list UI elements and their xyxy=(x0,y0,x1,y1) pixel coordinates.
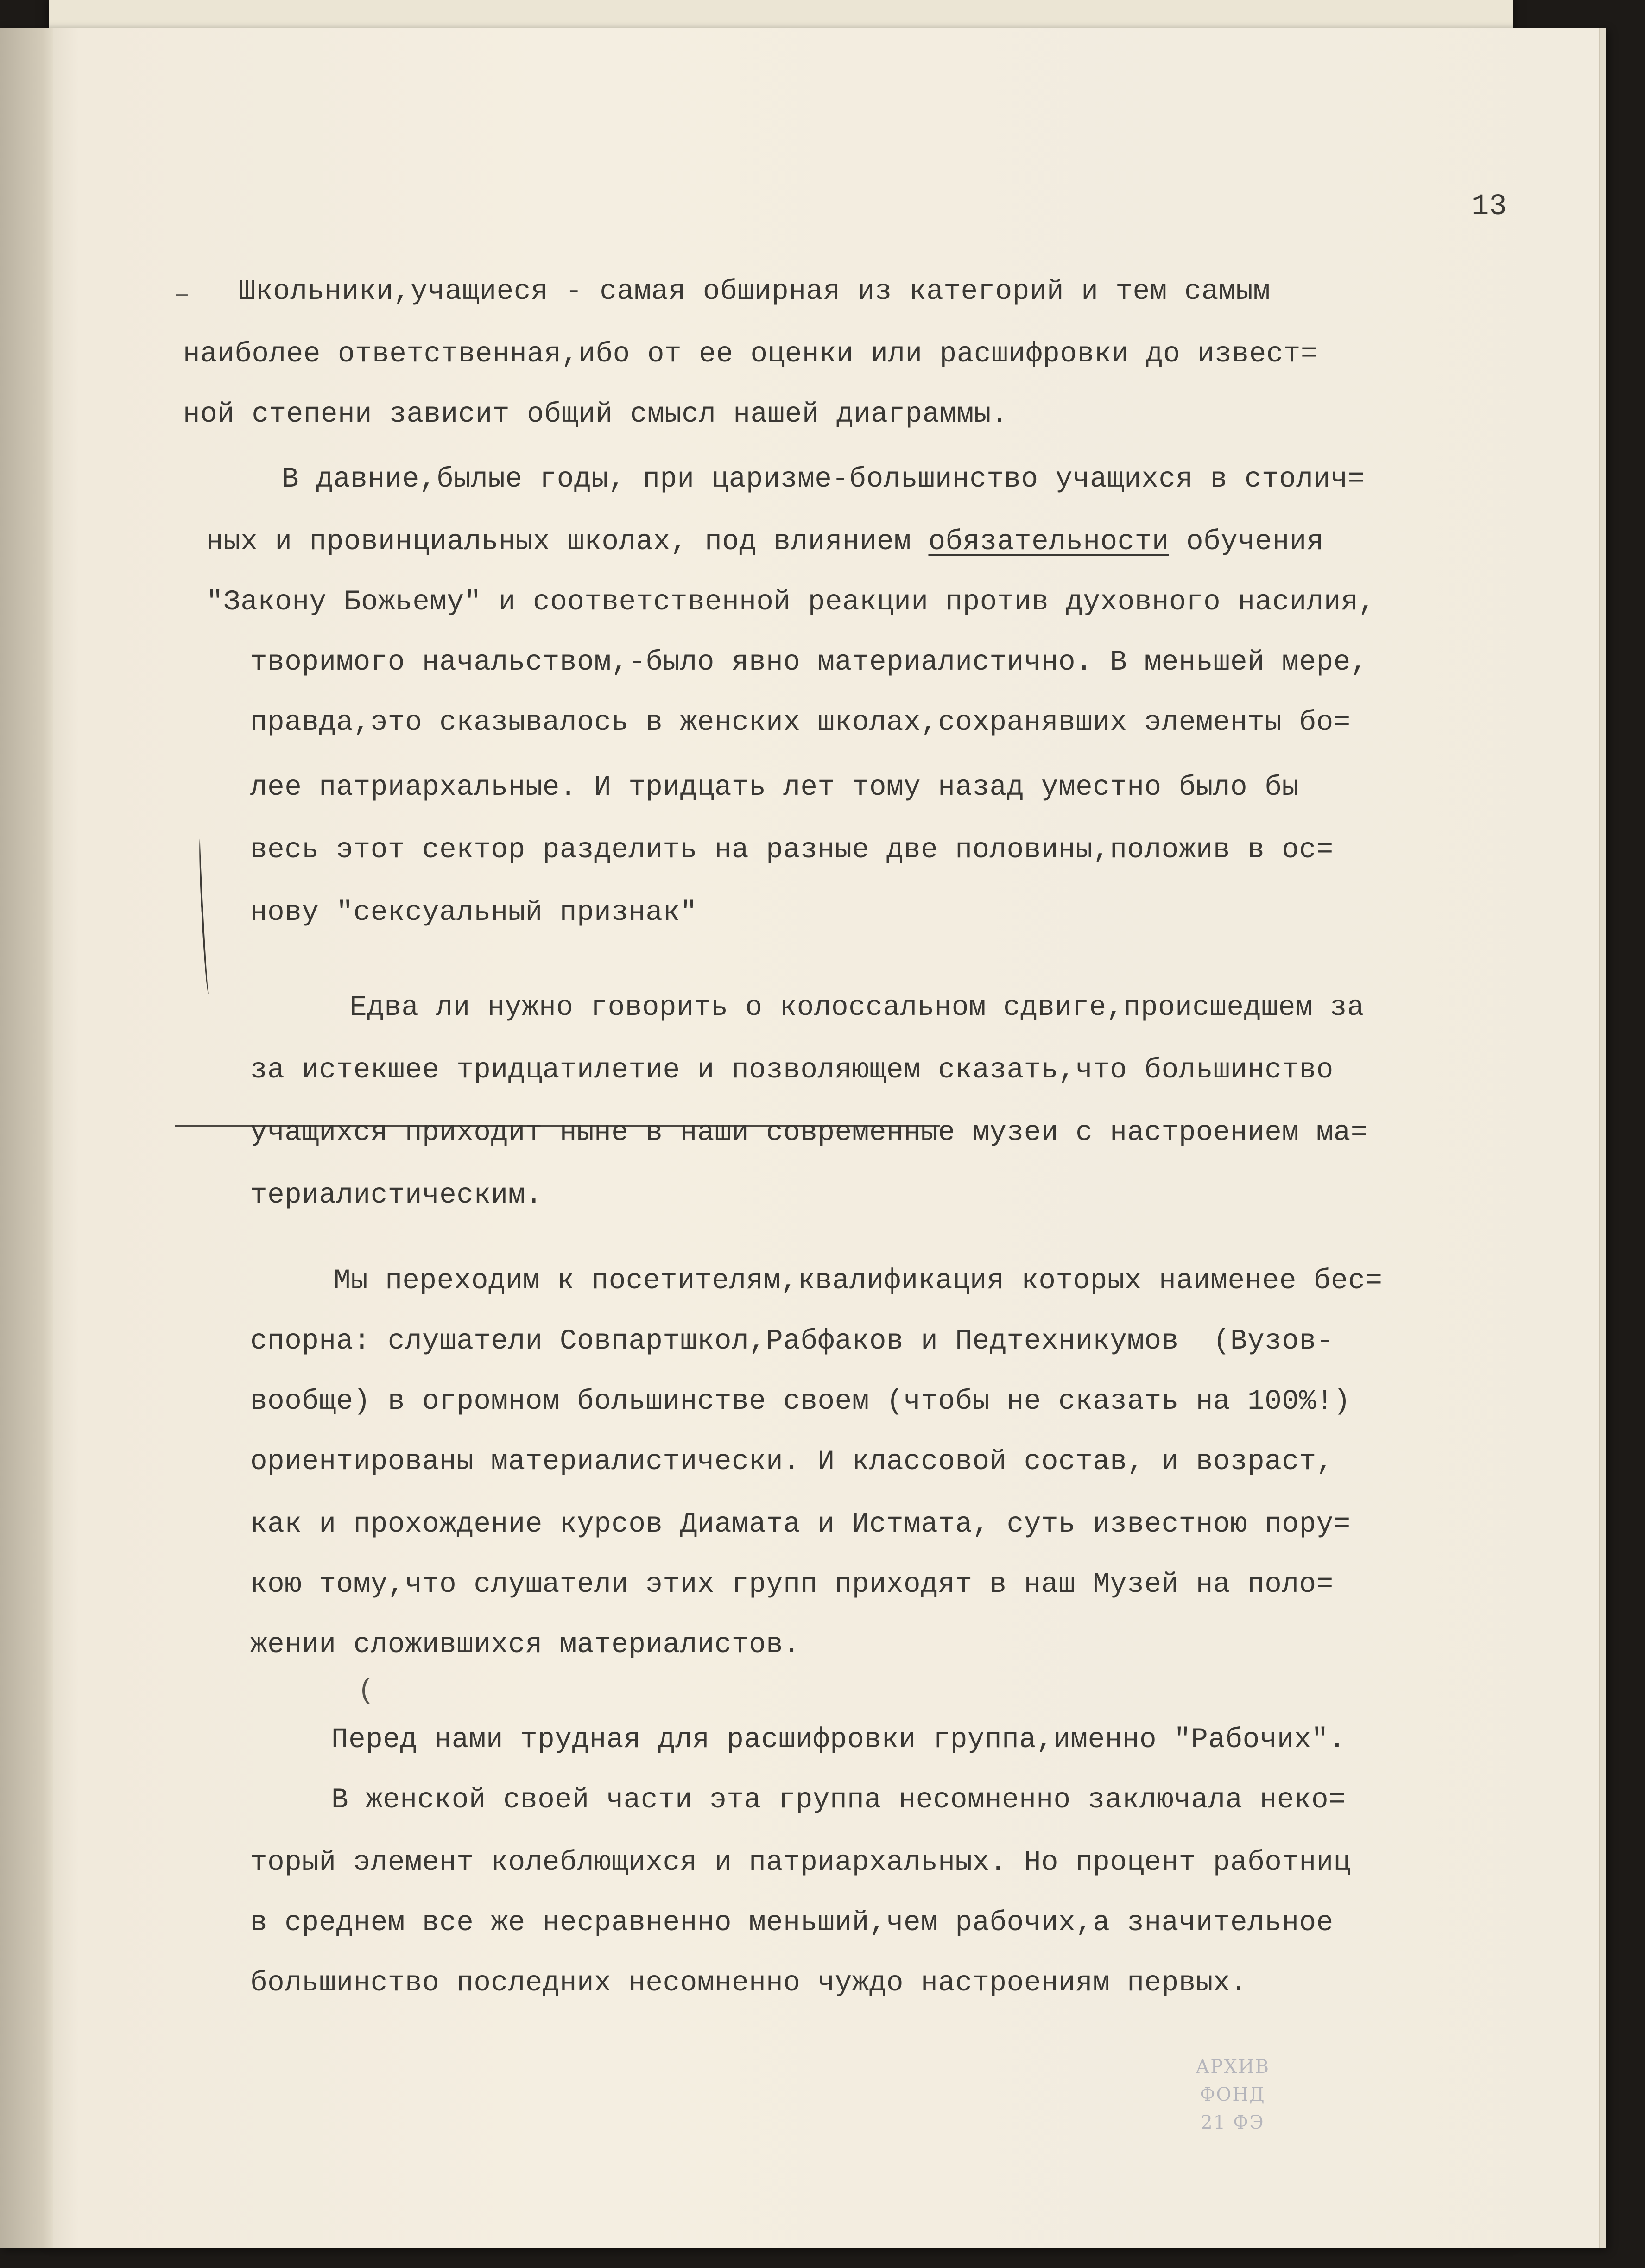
text-line: наиболее ответственная,ибо от ее оценки или расшифровки до извест= xyxy=(183,338,1318,370)
text-line: торый элемент колеблющихся и патриархальных. Но процент работниц xyxy=(250,1847,1351,1879)
text-line xyxy=(206,524,1324,561)
text-line: кою тому,что слушатели этих групп приходят в наш Музей на поло= xyxy=(250,1569,1334,1601)
text-line: как и прохождение курсов Диамата и Истмата, суть известною пору= xyxy=(250,1508,1351,1540)
stamp-line: ФОНД xyxy=(1200,2084,1265,2105)
archive-stamp xyxy=(1112,2053,1353,2164)
text-line: В давние,былые годы, при царизме-большинство учащихся в столич= xyxy=(282,463,1365,495)
text-line: Едва ли нужно говорить о колоссальном сдвиге,происшедшем за xyxy=(350,992,1365,1024)
text-line: вообще) в огромном большинстве своем (чтобы не сказать на 100%!) xyxy=(250,1386,1351,1418)
text-line: правда,это сказывалось в женских школах,сохранявших элементы бо= xyxy=(250,707,1351,739)
text-line: териалистическим. xyxy=(250,1179,543,1211)
page-gutter xyxy=(0,28,53,2248)
page-number: 13 xyxy=(1471,190,1507,223)
margin-comma-mark: ( xyxy=(358,1675,375,1707)
stamp-line: АРХИВ xyxy=(1196,2056,1270,2078)
text-line: нову "сексуальный признак" xyxy=(250,897,697,929)
text-line: ориентированы материалистически. И классовой состав, и возраст, xyxy=(250,1446,1334,1478)
text-line: творимого начальством,-было явно материалистично. В меньшей мере, xyxy=(250,646,1368,678)
text-line: В женской своей части эта группа несомненно заключала неко= xyxy=(331,1784,1346,1816)
text-line: Школьники,учащиеся - самая обширная из категорий и тем самым xyxy=(239,276,1271,308)
underlined-word: обязательности xyxy=(928,526,1169,558)
margin-pencil-mark xyxy=(197,836,211,994)
text-line: большинство последних несомненно чуждо настроениям первых. xyxy=(250,1967,1248,1999)
stamp-line: 21 ФЭ xyxy=(1201,2112,1265,2133)
document-page xyxy=(0,28,1606,2248)
line-start: ных и провинциальных школах, под влиянием xyxy=(206,526,929,558)
text-line: весь этот сектор разделить на разные две половины,положив в ос= xyxy=(250,834,1334,866)
text-line: спорна: слушатели Совпартшкол,Рабфаков и Педтехникумов (Вузов- xyxy=(250,1325,1334,1357)
text-line: жении сложившихся материалистов. xyxy=(250,1629,801,1661)
text-line: Мы переходим к посетителям,квалификация которых наименее бес= xyxy=(334,1265,1383,1297)
text-line: Перед нами трудная для расшифровки группа,именно "Рабочих". xyxy=(331,1724,1346,1756)
text-line: "Закону Божьему" и соответственной реакции против духовного насилия, xyxy=(206,586,1376,618)
page-edge xyxy=(1599,28,1606,2248)
text-line: за истекшее тридцатилетие и позволяющем сказать,что большинство xyxy=(250,1054,1334,1086)
text-line: лее патриархальные. И тридцать лет тому назад уместно было бы xyxy=(250,772,1299,804)
margin-dash: – xyxy=(174,280,190,310)
text-line: учащихся приходит ныне в наши современные музеи с настроением ма= xyxy=(250,1117,1368,1149)
line-end: обучения xyxy=(1169,526,1324,558)
text-line: в среднем все же несравненно меньший,чем рабочих,а значительное xyxy=(250,1907,1334,1939)
text-line: ной степени зависит общий смысл нашей диаграммы. xyxy=(183,399,1009,431)
